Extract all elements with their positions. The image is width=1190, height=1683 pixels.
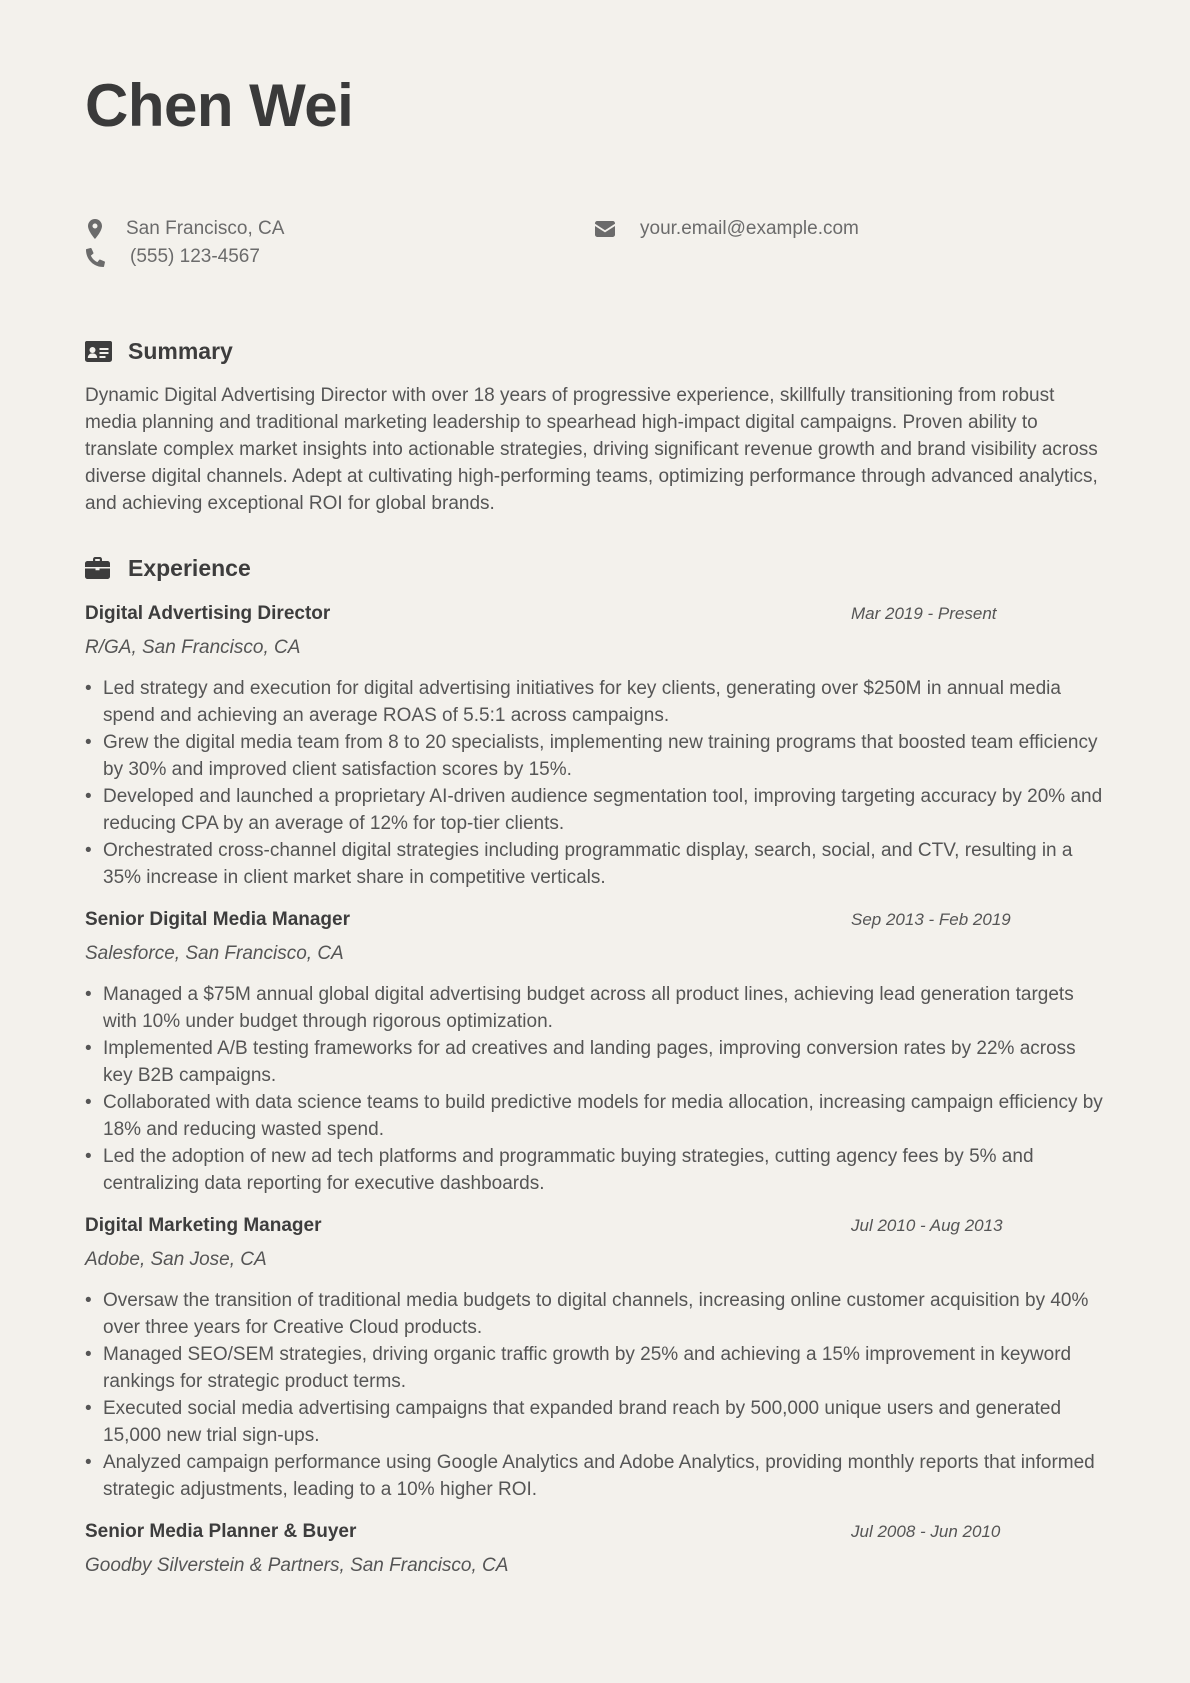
job-company: Goodby Silverstein & Partners, San Francisco, CA <box>85 1555 509 1576</box>
bullet-item: • Executed social media advertising campaigns that expanded brand reach by 500,000 unique users and generated 15,000 new trial sign-ups. <box>85 1395 1105 1449</box>
job-company: Salesforce, San Francisco, CA <box>85 943 344 964</box>
contact-email <box>595 218 859 240</box>
job-bullets <box>85 675 1105 891</box>
phone-text: (555) 123-4567 <box>130 246 260 267</box>
bullet-item: • Grew the digital media team from 8 to 20 specialists, implementing new training programs that boosted team efficiency by 30% and improved client satisfaction scores by 15%. <box>85 729 1105 783</box>
job-dates: Jul 2010 - Aug 2013 <box>851 1216 1003 1235</box>
location-text: San Francisco, CA <box>126 218 285 239</box>
email-text: your.email@example.com <box>640 218 859 239</box>
job-title: Senior Media Planner & Buyer <box>85 1521 357 1542</box>
job-title: Digital Advertising Director <box>85 603 331 624</box>
job-entry <box>85 1211 1105 1503</box>
map-pin-icon <box>85 219 105 239</box>
job-entry <box>85 905 1105 1197</box>
job-bullets <box>85 981 1105 1197</box>
bullet-item: • Collaborated with data science teams to build predictive models for media allocation, increasing campaign efficiency by 18% and reducing wasted spend. <box>85 1089 1105 1143</box>
bullet-item: • Managed a $75M annual global digital advertising budget across all product lines, achieving lead generation targets with 10% under budget through rigorous optimization. <box>85 981 1105 1035</box>
briefcase-icon <box>85 556 113 580</box>
bullet-item: • Led strategy and execution for digital advertising initiatives for key clients, generating over $250M in annual media spend and achieving an average ROAS of 5.5:1 across campaigns. <box>85 675 1105 729</box>
experience-list <box>85 599 1105 1581</box>
bullet-item: • Analyzed campaign performance using Google Analytics and Adobe Analytics, providing monthly reports that informed strategic adjustments, leading to a 10% higher ROI. <box>85 1449 1105 1503</box>
bullet-item: • Oversaw the transition of traditional media budgets to digital channels, increasing online customer acquisition by 40% over three years for Creative Cloud products. <box>85 1287 1105 1341</box>
bullet-item: • Orchestrated cross-channel digital strategies including programmatic display, search, social, and CTV, resulting in a 35% increase in client market share in competitive verticals. <box>85 837 1105 891</box>
bullet-item: • Managed SEO/SEM strategies, driving organic traffic growth by 25% and achieving a 15% improvement in keyword rankings for strategic product terms. <box>85 1341 1105 1395</box>
job-company: R/GA, San Francisco, CA <box>85 637 301 658</box>
job-bullets <box>85 1287 1105 1503</box>
bullet-item: • Developed and launched a proprietary AI-driven audience segmentation tool, improving targeting accuracy by 20% and reducing CPA by an average of 12% for top-tier clients. <box>85 783 1105 837</box>
job-dates: Jul 2008 - Jun 2010 <box>851 1522 1001 1541</box>
phone-icon <box>85 247 105 267</box>
envelope-icon <box>595 219 615 239</box>
experience-heading <box>85 551 1105 585</box>
experience-title: Experience <box>128 554 251 581</box>
job-title: Digital Marketing Manager <box>85 1215 322 1236</box>
id-card-icon <box>85 339 113 363</box>
summary-text: Dynamic Digital Advertising Director with over 18 years of progressive experience, skillfully transitioning from robust media planning and traditional marketing leadership to spearhead high-impact digital campaigns. Proven ability to translate complex market insights into actionable strategies, driving significant revenue growth and brand visibility across diverse digital channels. Adept at cultivating high-performing teams, optimizing performance through advanced analytics, and achieving exceptional ROI for global brands. <box>85 385 1098 514</box>
contact-phone <box>85 246 260 268</box>
job-entry <box>85 599 1105 891</box>
job-entry <box>85 1517 1105 1581</box>
bullet-item: • Implemented A/B testing frameworks for ad creatives and landing pages, improving conversion rates by 22% across key B2B campaigns. <box>85 1035 1105 1089</box>
bullet-item: • Led the adoption of new ad tech platforms and programmatic buying strategies, cutting agency fees by 5% and centralizing data reporting for executive dashboards. <box>85 1143 1105 1197</box>
job-company: Adobe, San Jose, CA <box>85 1249 267 1270</box>
contact-location <box>85 218 284 240</box>
summary-heading <box>85 334 1105 368</box>
job-dates: Sep 2013 - Feb 2019 <box>851 910 1011 929</box>
contact-info <box>85 218 1105 278</box>
candidate-name: Chen Wei <box>85 72 354 139</box>
job-dates: Mar 2019 - Present <box>851 604 997 623</box>
summary-title: Summary <box>128 337 233 364</box>
job-title: Senior Digital Media Manager <box>85 909 350 930</box>
